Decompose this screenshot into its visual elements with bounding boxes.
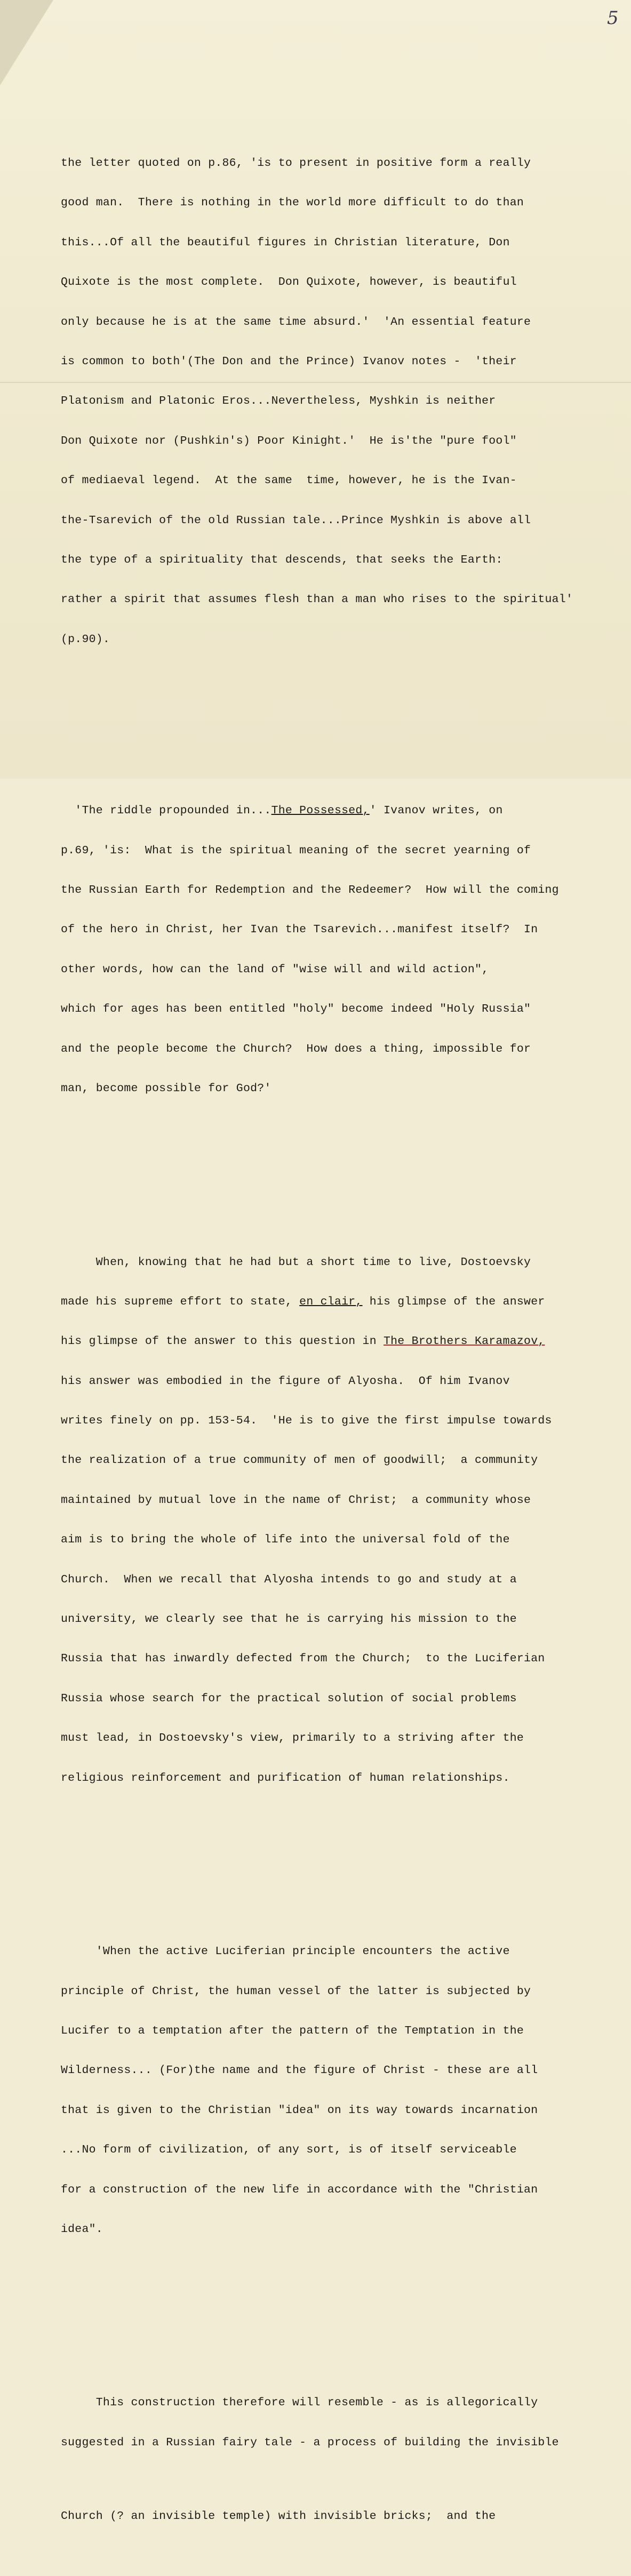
text-fragment: 'The riddle propounded in...	[61, 804, 271, 818]
text-line	[61, 804, 626, 818]
text-line: and the people become the Church? How does a thing, impossible for	[61, 1042, 531, 1055]
text-line	[61, 1295, 626, 1309]
text-line: is common to both'(The Don and the Prince) Ivanov notes - 'their	[61, 355, 517, 368]
text-line: ...No form of civilization, of any sort, is of itself serviceable	[61, 2143, 517, 2157]
text-line: maintained by mutual love in the name of Christ; a community whose	[61, 1493, 531, 1507]
text-line: Russia whose search for the practical solution of social problems	[61, 1692, 517, 1705]
book-title-underlined: The Brothers Karamazov,	[384, 1335, 545, 1348]
paragraph-construction	[61, 2370, 626, 2549]
text-line: Platonism and Platonic Eros...Nevertheless, Myshkin is neither	[61, 395, 496, 408]
text-fragment: his glimpse of the answer to this question in	[61, 1335, 384, 1348]
text-line: only because he is at the same time absurd.' 'An essential feature	[61, 315, 531, 329]
text-line: the letter quoted on p.86, 'is to present in positive form a really	[61, 156, 531, 170]
text-line: other words, how can the land of "wise will and wild action",	[61, 963, 489, 976]
text-fragment: made his supreme effort to state,	[61, 1295, 300, 1308]
text-line: writes finely on pp. 153-54. 'He is to give the first impulse towards	[61, 1414, 552, 1428]
text-line: (p.90).	[61, 633, 110, 646]
text-line: p.69, 'is: What is the spiritual meaning of the secret yearning of	[61, 844, 531, 857]
folded-corner	[0, 0, 53, 85]
text-fragment: ' Ivanov writes, on	[369, 804, 503, 818]
text-line: the realization of a true community of men of goodwill; a community	[61, 1454, 538, 1467]
text-line: man, become possible for God?'	[61, 1082, 271, 1095]
text-line: aim is to bring the whole of life into the universal fold of the	[61, 1533, 510, 1547]
typed-text-body	[61, 91, 626, 2576]
text-line: idea".	[61, 2222, 103, 2236]
text-line: When, knowing that he had but a short time to live, Dostoevsky	[61, 1255, 531, 1269]
book-title-underlined: The Possessed,	[271, 804, 370, 818]
text-line: good man. There is nothing in the world more difficult to do than	[61, 196, 524, 210]
paragraph-alyosha	[61, 1229, 626, 1811]
text-line: of mediaeval legend. At the same time, however, he is the Ivan-	[61, 474, 517, 487]
text-line: of the hero in Christ, her Ivan the Tsarevich...manifest itself? In	[61, 923, 538, 937]
text-line: university, we clearly see that he is carrying his mission to the	[61, 1613, 517, 1626]
text-line: that is given to the Christian "idea" on its way towards incarnation	[61, 2103, 538, 2117]
paragraph-luciferian	[61, 1919, 626, 2263]
text-line: suggested in a Russian fairy tale - a process of building the invisible	[61, 2436, 559, 2449]
text-line: Church. When we recall that Alyosha intends to go and study at a	[61, 1573, 517, 1586]
text-line: rather a spirit that assumes flesh than a man who rises to the spiritual'	[61, 593, 573, 606]
text-line: this...Of all the beautiful figures in Christian literature, Don	[61, 236, 510, 249]
text-line: Don Quixote nor (Pushkin's) Poor Kinight.' He is'the "pure fool"	[61, 434, 517, 447]
text-fragment: his glimpse of the answer	[362, 1295, 545, 1308]
text-line: Wilderness... (For)the name and the figure of Christ - these are all	[61, 2064, 538, 2077]
paragraph-myshkin	[61, 130, 626, 673]
text-line: Church (? an invisible temple) with invisible bricks; and the	[61, 2509, 496, 2523]
page-number: 5	[607, 7, 619, 29]
text-line: must lead, in Dostoevsky's view, primarily to a striving after the	[61, 1732, 524, 1745]
text-line: Russia that has inwardly defected from the Church; to the Luciferian	[61, 1652, 545, 1666]
text-line: the type of a spirituality that descends, that seeks the Earth:	[61, 553, 503, 566]
text-line: religious reinforcement and purification of human relationships.	[61, 1771, 510, 1785]
text-line: This construction therefore will resemble - as is allegorically	[61, 2396, 538, 2410]
text-line	[61, 1335, 626, 1348]
text-line: Lucifer to a temptation after the pattern of the Temptation in the	[61, 2024, 524, 2037]
text-line	[61, 2476, 626, 2483]
underlined-phrase: en clair,	[299, 1295, 363, 1308]
text-line: 'When the active Luciferian principle encounters the active	[61, 1945, 510, 1958]
text-line: principle of Christ, the human vessel of the latter is subjected by	[61, 1985, 531, 1998]
text-line: which for ages has been entitled "holy" become indeed "Holy Russia"	[61, 1003, 531, 1016]
paragraph-possessed	[61, 778, 626, 1122]
text-line: for a construction of the new life in accordance with the "Christian	[61, 2183, 538, 2196]
text-line: the Russian Earth for Redemption and the Redeemer? How will the coming	[61, 884, 559, 897]
text-line: his answer was embodied in the figure of Alyosha. Of him Ivanov	[61, 1374, 510, 1388]
text-line: the-Tsarevich of the old Russian tale...Prince Myshkin is above all	[61, 514, 531, 527]
text-line: Quixote is the most complete. Don Quixote, however, is beautiful	[61, 276, 517, 289]
